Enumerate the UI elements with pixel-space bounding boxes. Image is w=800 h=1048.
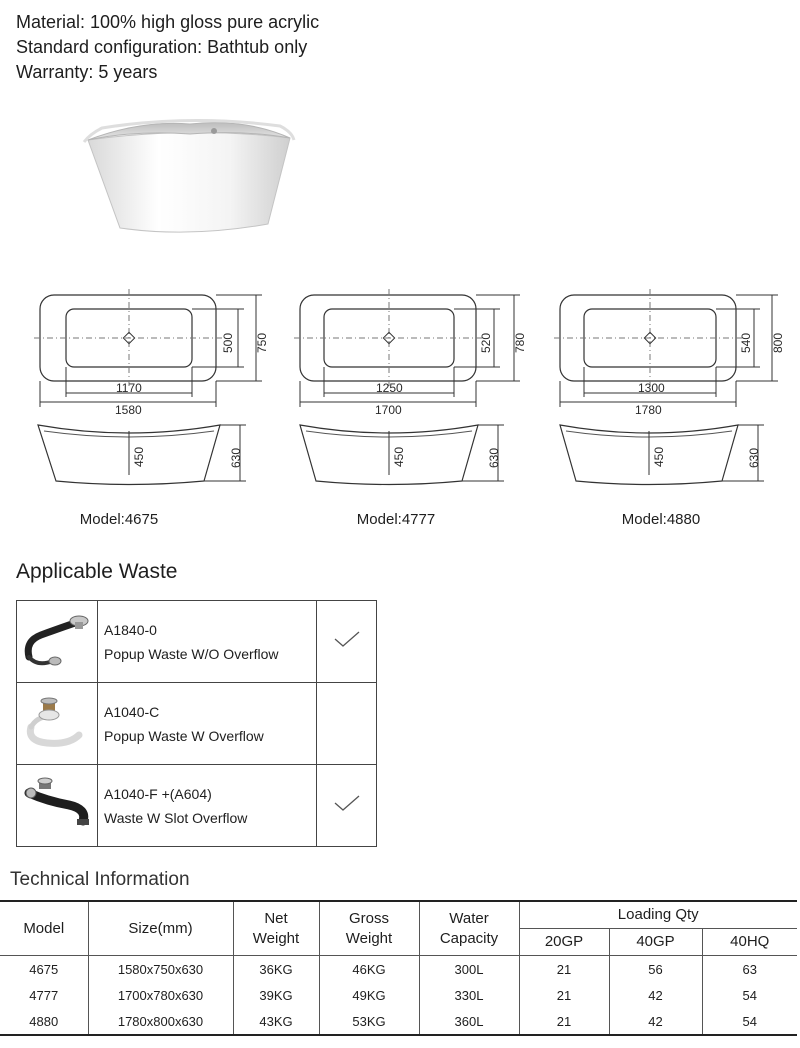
dim-inner-length-4777: 1250 (376, 381, 403, 395)
cell-40gp: 42 (609, 1008, 702, 1035)
cell-size: 1700x780x630 (88, 982, 233, 1008)
dim-outer-height-4880: 630 (747, 447, 761, 468)
table-row (0, 956, 797, 983)
dim-inner-width-4675: 500 (221, 332, 235, 353)
header-water-line2: Capacity (439, 929, 499, 947)
dim-inner-depth-4675: 450 (132, 446, 146, 467)
cell-model: 4675 (0, 956, 88, 983)
waste-text-cell (98, 683, 317, 765)
header-40hq: 40HQ (702, 929, 797, 956)
header-40gp: 40GP (609, 929, 702, 956)
cell-gross: 46KG (319, 956, 419, 983)
model-label-4675: Model:4675 (79, 511, 159, 528)
cell-water: 330L (419, 982, 519, 1008)
cell-model: 4777 (0, 982, 88, 1008)
waste-text-cell (98, 765, 317, 847)
side-view-4675 (38, 425, 246, 485)
header-gross-weight-line2: Weight (345, 929, 393, 947)
cell-net: 39KG (233, 982, 319, 1008)
checkmark-icon (332, 793, 362, 813)
cell-20gp: 21 (519, 982, 609, 1008)
top-view-4777 (294, 289, 527, 417)
cell-water: 300L (419, 956, 519, 983)
model-label-4880: Model:4880 (621, 511, 701, 528)
side-view-4777 (300, 425, 504, 485)
configuration-spec: Standard configuration: Bathtub only (16, 37, 308, 57)
table-row (17, 683, 377, 765)
cell-20gp: 21 (519, 956, 609, 983)
dim-outer-width-4675: 750 (255, 332, 269, 353)
header-gross-weight-line1: Gross (348, 909, 389, 927)
material-spec: Material: 100% high gloss pure acrylic (16, 12, 320, 32)
spec-list (16, 10, 319, 85)
header-loading-qty: Loading Qty (519, 901, 797, 929)
cell-size: 1580x750x630 (88, 956, 233, 983)
header-net-weight-line2: Weight (252, 929, 300, 947)
waste-desc: Popup Waste W Overflow (104, 727, 264, 744)
waste-code: A1040-F +(A604) (104, 785, 212, 802)
table-row (0, 982, 797, 1008)
top-view-4880 (554, 289, 785, 417)
warranty-spec: Warranty: 5 years (16, 62, 158, 82)
dim-inner-length-4880: 1300 (638, 381, 665, 395)
dim-inner-width-4777: 520 (479, 332, 493, 353)
technical-table (0, 900, 797, 1036)
dim-outer-width-4777: 780 (513, 332, 527, 353)
header-net-weight-line1: Net (264, 909, 288, 927)
top-view-4675 (34, 289, 269, 417)
dim-outer-height-4675: 630 (229, 447, 243, 468)
dim-inner-depth-4777: 450 (392, 446, 406, 467)
dim-outer-length-4777: 1700 (375, 403, 402, 417)
waste-image-cell (17, 683, 98, 765)
dim-inner-depth-4880: 450 (652, 446, 666, 467)
table-header-row (0, 901, 797, 929)
cell-40hq: 54 (742, 987, 757, 1003)
cell-water: 360L (419, 1008, 519, 1035)
table-row (17, 601, 377, 683)
cell-40hq: 54 (702, 1008, 797, 1035)
waste-text-cell (98, 601, 317, 683)
header-model: Model (0, 901, 88, 956)
header-size: Size(mm) (88, 901, 233, 956)
dim-outer-length-4880: 1780 (635, 403, 662, 417)
dim-inner-width-4880: 540 (739, 332, 753, 353)
bathtub-photo (80, 112, 300, 237)
waste-code: A1840-0 (104, 621, 157, 638)
cell-gross: 53KG (319, 1008, 419, 1035)
cell-40hq: 63 (742, 961, 757, 977)
model-label-4777: Model:4777 (356, 511, 436, 528)
waste-table (16, 600, 377, 847)
cell-model: 4880 (0, 1008, 88, 1035)
white-drain-hose-icon (17, 683, 97, 759)
black-drain-hose-icon (17, 601, 97, 677)
waste-code: A1040-C (104, 703, 160, 720)
header-water-capacity (419, 901, 519, 956)
waste-check-cell (317, 683, 377, 765)
table-row (0, 1008, 797, 1035)
cell-net: 43KG (233, 1008, 319, 1035)
dim-inner-length-4675: 1170 (116, 381, 142, 395)
cell-gross: 49KG (319, 982, 419, 1008)
waste-check-cell (317, 765, 377, 847)
dim-outer-width-4880: 800 (771, 332, 785, 353)
waste-desc: Waste W Slot Overflow (104, 809, 248, 826)
header-20gp: 20GP (519, 929, 609, 956)
slot-drain-hose-icon (17, 765, 97, 841)
cell-net: 36KG (233, 956, 319, 983)
side-view-4880 (560, 425, 764, 485)
waste-image-cell (17, 601, 98, 683)
checkmark-icon (332, 629, 362, 649)
dim-outer-length-4675: 1580 (115, 403, 142, 417)
cell-size: 1780x800x630 (88, 1008, 233, 1035)
technical-information-title: Technical Information (10, 869, 190, 890)
applicable-waste-title: Applicable Waste (16, 560, 178, 583)
header-net-weight (233, 901, 319, 956)
table-row (17, 765, 377, 847)
dim-outer-height-4777: 630 (487, 447, 501, 468)
waste-desc: Popup Waste W/O Overflow (104, 645, 279, 662)
waste-image-cell (17, 765, 98, 847)
header-gross-weight (319, 901, 419, 956)
technical-drawings (0, 285, 800, 500)
header-water-line1: Water (449, 909, 489, 927)
cell-20gp: 21 (519, 1008, 609, 1035)
cell-40gp: 56 (609, 956, 702, 983)
cell-40gp: 42 (609, 982, 702, 1008)
waste-check-cell (317, 601, 377, 683)
